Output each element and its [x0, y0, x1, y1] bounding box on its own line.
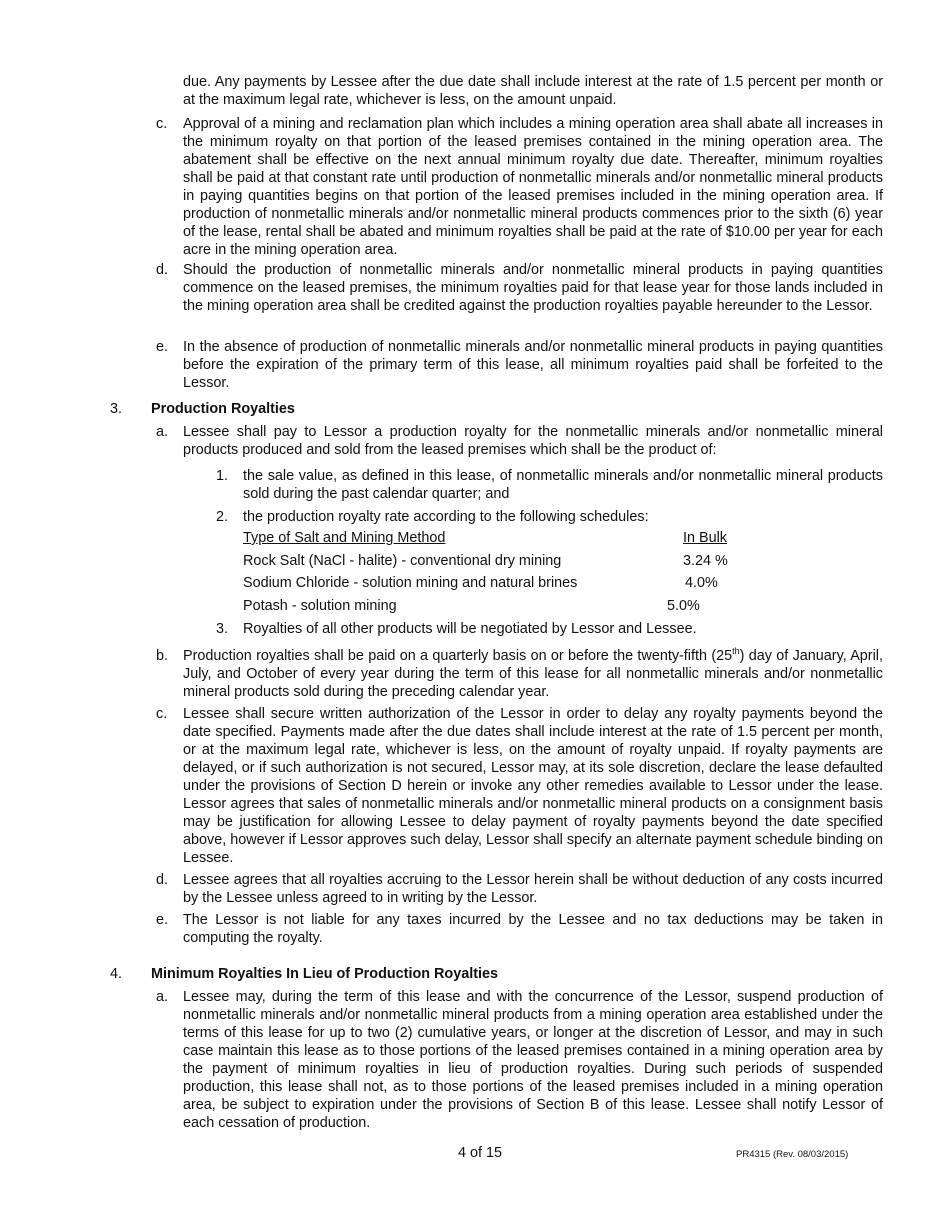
section3-item-c [156, 705, 883, 867]
form-revision: PR4315 (Rev. 08/03/2015) [736, 1149, 849, 1160]
item-text-part: ) day of January, April, July, and October of every year during the term of this lease for all nonmetallic minerals and/or nonmetallic mineral products sold during the preceding calendar year. [183, 648, 883, 700]
item-label: d. [156, 872, 169, 888]
item-text: Lessee agrees that all royalties accruing to the Lessor herein shall be without deduction of any costs incurred by the Lessee unless agreed to in writing by the Lessor. [183, 872, 883, 906]
section4-number: 4. [110, 966, 123, 982]
item-text [183, 647, 883, 701]
item-label: d. [156, 262, 169, 278]
page-number: 4 of 15 [457, 1145, 502, 1161]
subitem-label: 2. [216, 509, 229, 525]
item-label: e. [156, 912, 169, 928]
item-text: Lessee shall secure written authorization of the Lessor in order to delay any royalty payments beyond the date specified. Payments made after the due dates shall include interest at the rate of 1.5 percent per month, or at the maximum legal rate, whichever is less, on the amount of royalty unpaid. If royalty payments are delayed, or if such authorization is not secured, Lessor may, at its sole discretion, declare the lease defaulted under the provisions of Section D herein or invoke any other remedies available to Lessor under the lease. Lessor agrees that sales of nonmetallic minerals and/or nonmetallic mineral products on a consignment basis may be justification for allowing Lessee to delay payment of royalty payments beyond the date specified above, however if Lessor approves such delay, Lessor shall specify an alternate payment schedule binding on Lessee. [183, 706, 883, 866]
row-type: Potash - solution mining [243, 597, 397, 614]
item-text: Should the production of nonmetallic minerals and/or nonmetallic mineral products in paying quantities commence on the leased premises, the minimum royalties paid for that lease year for those lands included in the mining operation area shall be credited against the production royalties payable hereunder to the Lessor. [183, 262, 883, 314]
item-label: e. [156, 339, 169, 355]
item-label: a. [156, 424, 169, 440]
subitem-label: 3. [216, 621, 229, 637]
header-rate: In Bulk [683, 530, 727, 546]
section3-number: 3. [110, 401, 123, 417]
row-type: Sodium Chloride - solution mining and natural brines [243, 575, 578, 591]
item-label: a. [156, 989, 169, 1005]
item-text: Lessee shall pay to Lessor a production royalty for the nonmetallic minerals and/or nonmetallic mineral products produced and sold from the leased premises which shall be the product of: [183, 424, 883, 458]
section3-subitem-2 [216, 508, 883, 526]
subitem-text: the sale value, as defined in this lease, of nonmetallic minerals and/or nonmetallic mineral products sold during the past calendar quarter; and [243, 468, 883, 502]
section3-subitem-3 [216, 620, 883, 638]
section3-title: Production Royalties [151, 401, 295, 417]
item-text: The Lessor is not liable for any taxes incurred by the Lessee and no tax deductions may be taken in computing the royalty. [183, 912, 883, 946]
item-text-part: Production royalties shall be paid on a quarterly basis on or before the twenty-fifth (25 [183, 648, 733, 664]
row-rate: 3.24 % [683, 552, 728, 569]
row-rate: 5.0% [667, 597, 700, 614]
subitem-text: Royalties of all other products will be negotiated by Lessor and Lessee. [243, 621, 697, 637]
continuation-paragraph: due. Any payments by Lessee after the due date shall include interest at the rate of 1.5 percent per month or at the maximum legal rate, whichever is less, on the amount unpaid. [183, 74, 883, 108]
table-row [243, 597, 763, 620]
subitem-label: 1. [216, 468, 229, 484]
section4-item-a [156, 988, 883, 1132]
section2-item-d [156, 261, 883, 315]
section4-title: Minimum Royalties In Lieu of Production Royalties [151, 966, 499, 982]
item-text: Lessee may, during the term of this lease and with the concurrence of the Lessor, suspend production of nonmetallic minerals and/or nonmetallic mineral products from a mining operation area established under the terms of this lease for up to two (2) cumulative years, or longer at the discretion of Lessor, and may in such case maintain this lease as to those portions of the leased premises contained in a mining operation area by the payment of minimum royalties in lieu of production royalties. During such periods of suspended production, this lease shall not, as to those portions of the leased premises included in a mining operation area, be subject to expiration under the provisions of Section B of this lease. Lessee shall notify Lessor of each cessation of production. [183, 989, 883, 1131]
royalty-rate-table [243, 529, 763, 619]
section3-item-a [156, 423, 883, 459]
row-type: Rock Salt (NaCl - halite) - conventional dry mining [243, 552, 562, 569]
section3-subitem-1 [216, 467, 883, 503]
section2-item-e [156, 338, 883, 392]
subitem-text: the production royalty rate according to the following schedules: [243, 509, 649, 525]
section2-item-c [156, 115, 883, 259]
table-header-row [243, 529, 763, 552]
header-type: Type of Salt and Mining Method [243, 530, 446, 546]
row-rate: 4.0% [685, 575, 718, 591]
item-label: c. [156, 706, 168, 722]
item-label: c. [156, 116, 168, 132]
item-text: Approval of a mining and reclamation plan which includes a mining operation area shall abate all increases in the minimum royalty on that portion of the leased premises contained in the mining operation area. The abatement shall be effective on the next annual minimum royalty due date. Thereafter, minimum royalties shall be paid at that constant rate until production of nonmetallic minerals and/or nonmetallic mineral products in paying quantities begins on that portion of the leased premises included in the mining operation area. If production of nonmetallic minerals and/or nonmetallic mineral products commences prior to the sixth (6) year of the lease, rental shall be abated and minimum royalties shall be paid at the rate of $10.00 per year for each acre in the mining operation area. [183, 116, 883, 258]
ordinal-suffix: th [732, 646, 740, 657]
section3-item-b [156, 647, 883, 701]
item-text: In the absence of production of nonmetallic minerals and/or nonmetallic mineral products in paying quantities before the expiration of the primary term of this lease, all minimum royalties paid shall be forfeited to the Lessor. [183, 339, 883, 391]
table-row [243, 552, 763, 575]
section3-item-e [156, 911, 883, 947]
table-row [243, 574, 763, 597]
section3-item-d [156, 871, 883, 907]
item-label: b. [156, 648, 169, 664]
